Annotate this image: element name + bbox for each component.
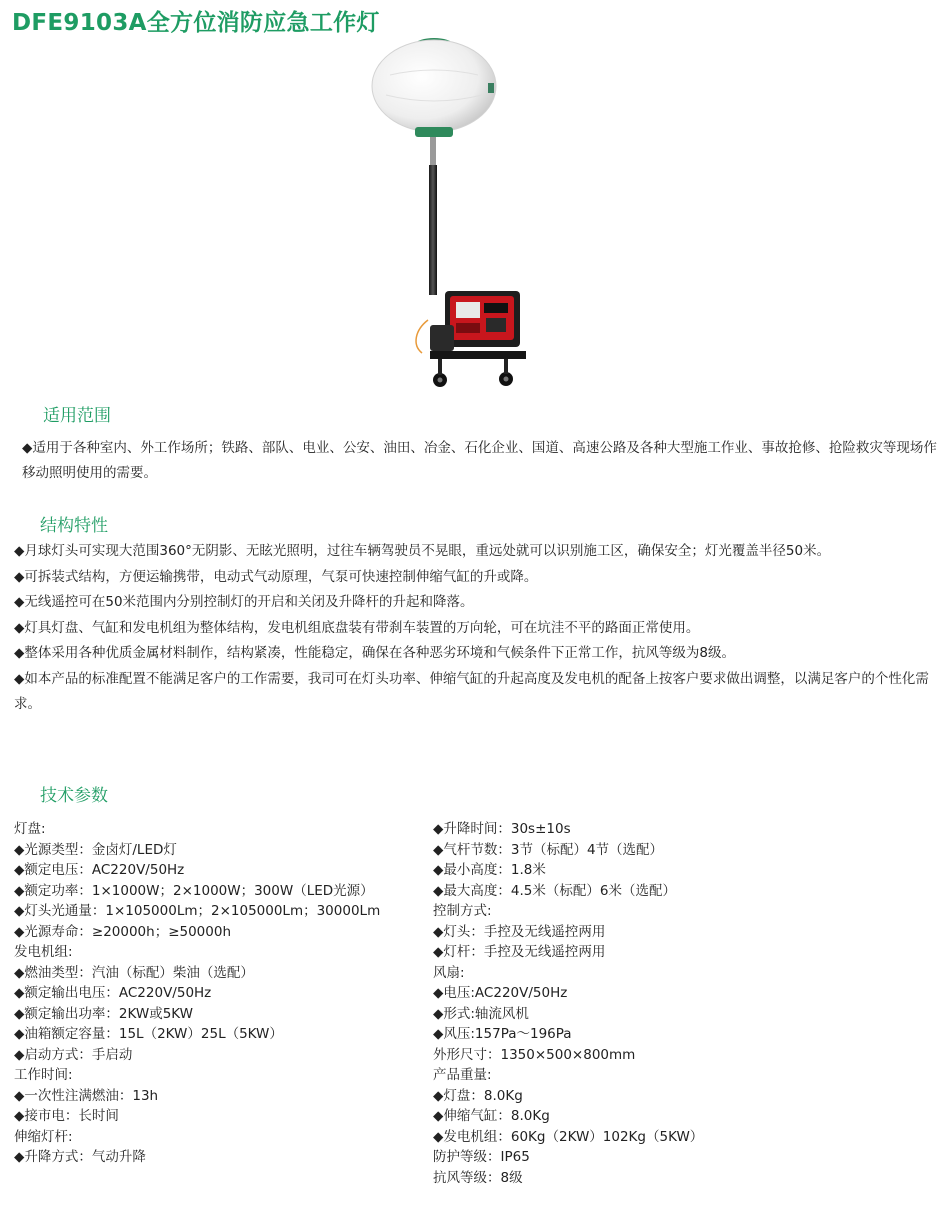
spec-item: 抗风等级：8级 bbox=[433, 1169, 523, 1186]
specs-right-column bbox=[433, 819, 703, 1188]
wheels bbox=[433, 359, 513, 387]
spec-item: ◆燃油类型：汽油（标配）柴油（选配） bbox=[14, 964, 254, 981]
feature-item: ◆灯具灯盘、气缸和发电机组为整体结构，发电机组底盘装有带刹车装置的万向轮，可在坑洼不平的路面正常使用。 bbox=[14, 619, 700, 636]
product-image bbox=[360, 35, 540, 395]
spec-item: ◆额定电压：AC220V/50Hz bbox=[14, 862, 185, 878]
spec-item: 控制方式: bbox=[433, 903, 492, 919]
feature-item: ◆无线遥控可在50米范围内分别控制灯的开启和关闭及升降杆的升起和降落。 bbox=[14, 594, 474, 610]
spec-item: 灯盘: bbox=[14, 821, 46, 837]
spec-item: ◆油箱额定容量：15L（2KW）25L（5KW） bbox=[14, 1026, 283, 1042]
spec-item: 风扇: bbox=[433, 964, 465, 981]
balloon-lamp-head bbox=[372, 38, 496, 137]
spec-item: 防护等级：IP65 bbox=[433, 1149, 530, 1165]
spec-item: ◆一次性注满燃油：13h bbox=[14, 1087, 159, 1104]
scope-text: ◆适用于各种室内、外工作场所；铁路、部队、电业、公安、油田、冶金、石化企业、国道、高速公路及各种大型施工作业、事故抢修、抢险救灾等现场作移动照明使用的需要。 bbox=[22, 440, 937, 481]
spec-item: ◆灯杆：手控及无线遥控两用 bbox=[433, 944, 606, 960]
feature-item: ◆如本产品的标准配置不能满足客户的工作需要，我司可在灯头功率、伸缩气缸的升起高度及发电机的配备上按客户要求做出调整，以满足客户的个性化需求。 bbox=[14, 670, 929, 712]
spec-item: 工作时间: bbox=[14, 1067, 73, 1083]
spec-item: ◆发电机组：60Kg（2KW）102Kg（5KW） bbox=[433, 1128, 704, 1145]
spec-item: ◆光源寿命：≥20000h；≥50000h bbox=[14, 923, 232, 940]
section-heading-specs: 技术参数 bbox=[40, 786, 108, 806]
section-heading-features: 结构特性 bbox=[40, 516, 108, 536]
section-heading-scope: 适用范围 bbox=[43, 406, 111, 426]
spec-item: ◆灯头：手控及无线遥控两用 bbox=[433, 923, 606, 940]
balloon-globe bbox=[372, 40, 496, 132]
balloon-side-clip bbox=[488, 83, 494, 93]
spec-item: ◆光源类型：金卤灯/LED灯 bbox=[14, 841, 177, 858]
spec-item: ◆接市电：长时间 bbox=[14, 1108, 119, 1124]
spec-item: ◆伸缩气缸：8.0Kg bbox=[433, 1108, 550, 1124]
spec-item: ◆升降时间：30s±10s bbox=[433, 821, 571, 837]
spec-item: ◆升降方式：气动升降 bbox=[14, 1149, 146, 1165]
spec-item: ◆灯盘：8.0Kg bbox=[433, 1087, 523, 1104]
spec-item: ◆最大高度：4.5米（标配）6米（选配） bbox=[433, 882, 676, 899]
features-list bbox=[14, 539, 934, 718]
spec-item: ◆额定输出功率：2KW或5KW bbox=[14, 1005, 193, 1022]
feature-item: ◆月球灯头可实现大范围360°无阴影、无眩光照明，过往车辆驾驶员不晃眼，重远处就可以识别施工区，确保安全；灯光覆盖半径50米。 bbox=[14, 543, 831, 559]
specs-left-column bbox=[14, 819, 380, 1168]
spec-item: ◆形式:轴流风机 bbox=[433, 1005, 529, 1022]
spec-item: ◆额定输出电压：AC220V/50Hz bbox=[14, 985, 212, 1001]
feature-item: ◆整体采用各种优质金属材料制作，结构紧凑，性能稳定，确保在各种恶劣环境和气候条件下正常工作，抗风等级为8级。 bbox=[14, 645, 735, 661]
spec-item: 外形尺寸：1350×500×800mm bbox=[433, 1046, 636, 1063]
page-title: DFE9103A全方位消防应急工作灯 bbox=[12, 10, 380, 36]
feature-item: ◆可拆装式结构，方便运输携带，电动式气动原理，气泵可快速控制伸缩气缸的升或降。 bbox=[14, 568, 538, 585]
telescopic-mast bbox=[429, 137, 437, 295]
spec-item: ◆额定功率：1×1000W；2×1000W；300W（LED光源） bbox=[14, 882, 374, 899]
spec-item: 伸缩灯杆: bbox=[14, 1128, 73, 1145]
generator bbox=[430, 291, 526, 359]
spec-item: ◆启动方式：手启动 bbox=[14, 1046, 133, 1063]
power-cable bbox=[416, 320, 428, 353]
spec-item: ◆灯头光通量：1×105000Lm；2×105000Lm；30000Lm bbox=[14, 903, 381, 919]
spec-item: ◆电压:AC220V/50Hz bbox=[433, 985, 568, 1001]
spec-item: 产品重量: bbox=[433, 1067, 492, 1083]
spec-item: ◆气杆节数：3节（标配）4节（选配） bbox=[433, 841, 664, 858]
spec-item: 发电机组: bbox=[14, 944, 73, 960]
balloon-base-ring bbox=[415, 127, 453, 137]
spec-item: ◆最小高度：1.8米 bbox=[433, 862, 546, 878]
spec-item: ◆风压:157Pa～196Pa bbox=[433, 1026, 572, 1042]
